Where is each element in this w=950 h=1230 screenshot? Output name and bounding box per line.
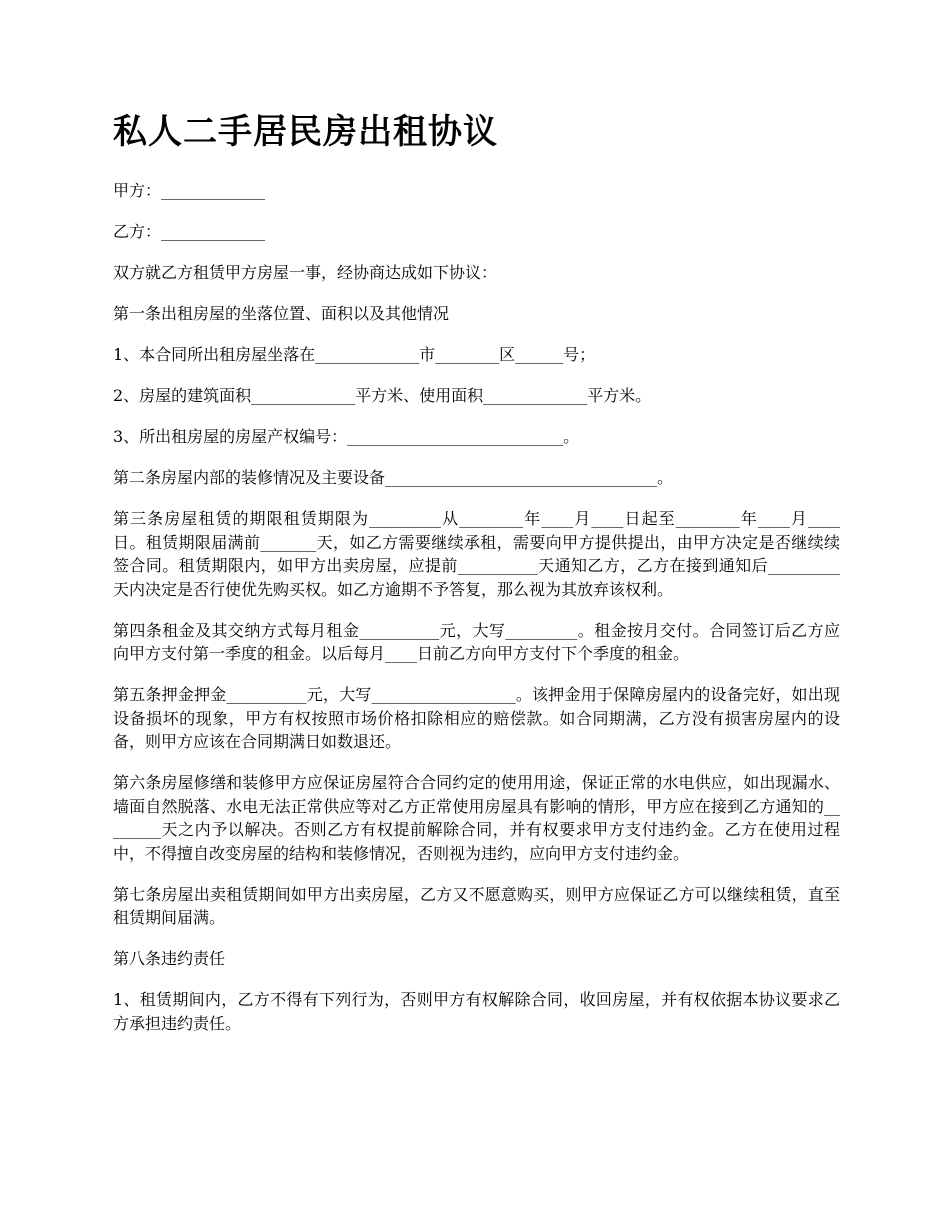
article-8-heading: 第八条违约责任	[113, 949, 226, 968]
article-7-paragraph: 第七条房屋出卖租赁期间如甲方出卖房屋，乙方又不愿意购买，则甲方应保证乙方可以继续租赁，直至租赁期间届满。	[113, 884, 840, 927]
article-2-paragraph: 第二条房屋内部的装修情况及主要设备__________________________________。	[113, 468, 674, 487]
article-3-paragraph: 第三条房屋租赁的期限租赁期限为_________从________年____月____日起至________年____月____日。租赁期限届满前_______天，如乙方需要继续承租，需要向甲方提供提出，由甲方决定是否继续续签合同。租赁期限内，如甲方出卖房屋，应提前__________天通知乙方，乙方在接到通知后_________天内决定是否行使优先购买权。如乙方逾期不予答复，那么视为其放弃该权利。	[113, 509, 840, 599]
party-b-line: 乙方：_____________	[113, 222, 266, 241]
intro-paragraph: 双方就乙方租赁甲方房屋一事，经协商达成如下协议：	[113, 263, 498, 282]
article-8-item-1: 1、租赁期间内，乙方不得有下列行为，否则甲方有权解除合同，收回房屋，并有权依据本协议要求乙方承担违约责任。	[113, 990, 840, 1033]
article-1-item-1: 1、本合同所出租房屋坐落在_____________市________区______号；	[113, 345, 596, 364]
document-page	[113, 108, 840, 1053]
article-1-item-3: 3、所出租房屋的房屋产权编号：___________________________。	[113, 427, 580, 446]
document-title: 私人二手居民房出租协议	[113, 112, 498, 152]
article-5-paragraph: 第五条押金押金__________元，大写__________________。该押金用于保障房屋内的设备完好，如出现设备损坏的现象，甲方有权按照市场价格扣除相应的赔偿款。如合同期满，乙方没有损害房屋内的设备，则甲方应该在合同期满日如数退还。	[113, 685, 840, 751]
article-1-item-2: 2、房屋的建筑面积_____________平方米、使用面积_____________平方米。	[113, 386, 652, 405]
article-1-heading: 第一条出租房屋的坐落位置、面积以及其他情况	[113, 304, 450, 323]
party-a-line: 甲方：_____________	[113, 181, 266, 200]
article-4-paragraph: 第四条租金及其交纳方式每月租金__________元，大写_________。租金按月交付。合同签订后乙方应向甲方支付第一季度的租金。以后每月____日前乙方向甲方支付下个季度的租金。	[113, 620, 840, 663]
article-6-paragraph: 第六条房屋修缮和装修甲方应保证房屋符合合同约定的使用用途，保证正常的水电供应，如出现漏水、墙面自然脱落、水电无法正常供应等对乙方正常使用房屋具有影响的情形，甲方应在接到乙方通知的________天之内予以解决。否则乙方有权提前解除合同，并有权要求甲方支付违约金。乙方在使用过程中，不得擅自改变房屋的结构和装修情况，否则视为违约，应向甲方支付违约金。	[113, 773, 840, 863]
